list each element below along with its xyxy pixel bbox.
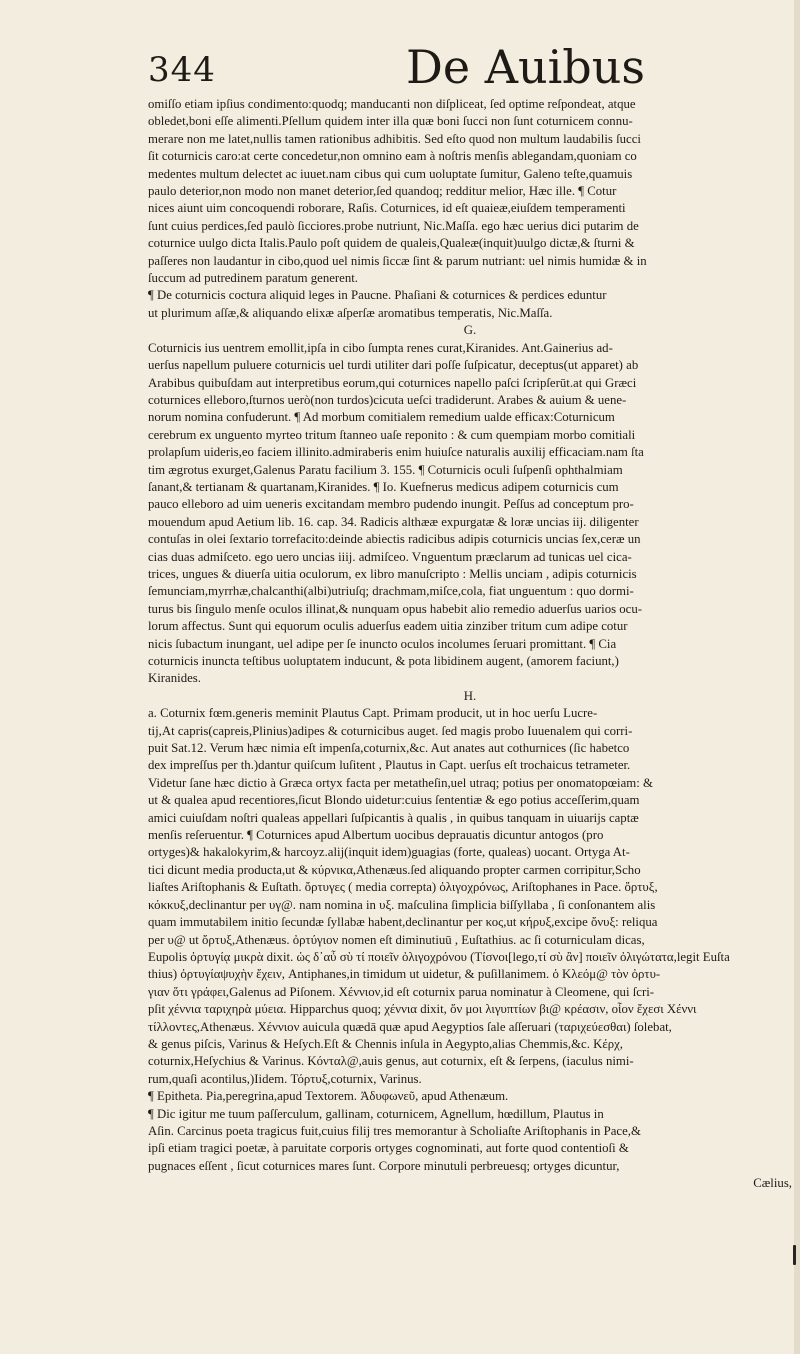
text-line: Arabibus quibuſdam aut interpretibus eorum,qui coturnices napello paſci ſcripſerūt.at qui Græci: [148, 375, 637, 390]
text-line: mouendum apud Aetium lib. 16. cap. 34. Radicis althææ expurgatæ & loræ uncias iij. diligenter: [148, 514, 639, 529]
text-line: contuſas in olei ſextario torrefacito:deinde abiectis radicibus adipis coturnicis uncias ſex,ceræ un: [148, 532, 641, 547]
text-line: ¶ Dic igitur me tuum paſſerculum, gallinam, coturnicem, Agnellum, hœdillum, Plautus in: [148, 1106, 604, 1121]
text-line: ſuccum ad putredinem paratum generent.: [148, 271, 358, 286]
page-number: 344: [148, 50, 216, 90]
text-line: tim ægrotus exurget,Galenus Paratu facilium 3. 155. ¶ Coturnicis oculi ſuſpenſi ophthalmiam: [148, 462, 623, 477]
text-line: ortyges)& hakalokyrim,& harcoyz.alij(inquit idem)guagias (forte, qualeas) uocant. Ortyga At-: [148, 845, 630, 860]
text-line: Aſin. Carcinus poeta tragicus fuit,cuius filij tres memorantur à Scholiaſte Ariſtophanis in Pace,&: [148, 1123, 641, 1138]
catchword: Cælius,: [753, 1176, 792, 1191]
text-line: coturnice uulgo dicta Italis.Paulo poſt quidem de qualeis,Qualeæ(inquit)uulgo dictæ,& ſturni &: [148, 236, 635, 251]
text-line: prolapſum uideris,eo faciem illinito.admiraberis enim huiuſce naturalis auxilij efficaciam.nam ſta: [148, 445, 644, 460]
text-line: dex impreſſus per th.)dantur quiſcum luſitent , Plautus in Capt. uerſus eſt trochaicus tetrameter.: [148, 758, 631, 773]
text-line: cias duas admiſceto. ego uero uncias iiij. admiſceo. Vnguentum præclarum ad tunicas uel cica-: [148, 549, 632, 564]
text-line: pſit χέννια ταριχηρὰ μύεια. Hipparchus quoq; χέννια dixit, ὅν μοι λιγυπτίων βι@ κρέασιν, οἷον ἔχεσι Χέννι: [148, 1002, 697, 1017]
text-line: ipſi etiam tragici poetæ, à paruitate corporis ortyges cognominati, aut forte quod contentioſi &: [148, 1141, 629, 1156]
text-line: γιαν ὅτι γράφει,Galenus ad Piſonem. Χέννιον,id eſt coturnix parua nominatur à Cleomene, qui ſcri-: [148, 984, 655, 999]
text-line: κόκκυξ,declinantur per υγ@. nam nomina in υξ. maſculina ſimplicia biſſyllaba , ſi conſonantem alis: [148, 897, 656, 912]
text-line: thius) ὀρτυγίαψυχὴν ἔχειν, Antiphanes,in timidum ut uidetur, & puſillanimem. ὁ Κλεόμ@ τὸν ὀρτυ-: [148, 967, 661, 982]
text-line: Coturnicis ius uentrem emollit,ipſa in cibo ſumpta renes curat,Kiranides. Ant.Gainerius ad-: [148, 340, 613, 355]
text-line: medentes multum delectet ac iuuet.nam cibus qui cum uoluptate ſumitur, Galeno teſte,quamuis: [148, 166, 633, 181]
text-line: ſit coturnicis caro:at certe concedetur,non omnino eam à noſtris menſis ablegandam,quoniam co: [148, 149, 637, 164]
text-line: turus bis ſingulo menſe oculos illinat,& nunquam opus habebit alio remedio aduerſus uarios ocu-: [148, 601, 643, 616]
section-signature: G.: [463, 323, 477, 338]
text-line: pugnaces eſſent , ſicut coturnices mares ſunt. Corpore minutuli perbreuesq; ortyges dicuntur,: [148, 1158, 620, 1173]
text-line: ſemunciam,myrrhæ,chalcanthi(albi)utriuſq; drachmam,miſce,cola, fiat unguentum : quo dormi-: [148, 584, 634, 599]
text-line: tici dicunt media producta,ut & κύρνικα,Athenæus.ſed aliquando propter carmen corripitur,Scho: [148, 862, 641, 877]
text-line: Kiranides.: [148, 671, 201, 686]
text-line: norum nomina confuderunt. ¶ Ad morbum comitialem remedium ualde efficax:Coturnicum: [148, 410, 615, 425]
text-line: liaſtes Ariſtophanis & Euſtath. ὄρτυγες ( media correpta) ὀλιγοχρόνως, Ariſtophanes in Pace. ὄρτυξ,: [148, 880, 658, 895]
text-line: τίλλοντες,Athenæus. Χέννιον auicula quædā quæ apud Aegyptios ſale aſſeruari (ταριχεύεσθαι) ſolebat,: [148, 1019, 672, 1034]
text-line: a. Coturnix fœm.generis meminit Plautus Capt. Primam producit, ut in hoc uerſu Lucre-: [148, 706, 598, 721]
text-line: pauco elleboro ad uim ueneris excitandam membro pudendo inungit. Peſſus ad conceptum pro-: [148, 497, 634, 512]
text-line: per υ@ ut ὄρτυξ,Athenæus. ὀρτύγιον nomen eſt diminutiuū , Euſtathius. ac ſi coturniculam dicas,: [148, 932, 645, 947]
body-text: [148, 96, 792, 1193]
ink-mark: [793, 1245, 796, 1265]
page-edge: [794, 0, 800, 1354]
text-line: rum,quaſi acontilus,)Iidem. Τόρτυξ,coturnix, Varinus.: [148, 1071, 422, 1086]
text-line: quam immutabilem initio ſecundæ ſyllabæ habent,declinantur per κος,ut κήρυξ,excipe ὄνυξ: reliqua: [148, 915, 658, 930]
text-line: ſunt cuius perdices,ſed paulò ſicciores.probe nutriunt, Nic.Maſſa. ego hæc uerius dici putarim de: [148, 218, 639, 233]
text-line: omiſſo etiam ipſius condimento:quodq; manducanti non diſpliceat, ſed optime reſpondeat, atque: [148, 97, 636, 111]
text-line: puit Sat.12. Verum hæc nimia eſt impenſa,coturnix,&c. Aut anates aut cothurnices (ſic habetco: [148, 741, 630, 756]
text-line: nicis ſubactum inungant, uel adipe per ſe inuncto oculos incolumes ſeruari promittant. ¶ Cia: [148, 636, 617, 651]
section-signature: H.: [463, 688, 477, 703]
text-line: uerſus napellum puluere coturnicis uel turdi utiliter dari poſſe ſuſpicatur, deceptus(ut apparet) ab: [148, 358, 639, 373]
text-line: menſis reſeruentur. ¶ Coturnices apud Albertum uocibus deprauatis dicuntur antogos (pro: [148, 828, 604, 843]
text-line: lorum affectus. Sunt qui equorum oculis aduerſus eadem uitia zinziber tritum cum adipe cotur: [148, 619, 628, 634]
text-line: obledet,boni eſſe alimenti.Pſellum quidem inter illa quæ boni ſucci non ſunt coturnicem connu-: [148, 114, 633, 129]
text-line: & genus piſcis, Varinus & Heſych.Eſt & Chennis inſula in Aegypto,alias Chemmis,&c. Κέρχ,: [148, 1036, 624, 1051]
text-line: ut plurimum aſſæ,& aliquando elixæ aſperſæ aromatibus temperatis, Nic.Maſſa.: [148, 305, 553, 320]
text-line: Videtur ſane hæc dictio à Græca ortyx facta per metatheſin,uel utraq; potius per onomatopœiam: &: [148, 775, 653, 790]
text-line: merare non me latet,nullis tamen rationibus adhibitis. Sed eſto quod non multum laudabilis ſucci: [148, 131, 641, 146]
text-line: trices, ungues & diuerſa uitia oculorum, ex libro manuſcripto : Mellis unciam , adipis coturnicis: [148, 566, 637, 581]
text-line: ¶ Epitheta. Pia,peregrina,apud Textorem. Ἀδυφωνεῦ, apud Athenæum.: [148, 1089, 509, 1104]
text-line: ſanant,& tertianam & quartanam,Kiranides. ¶ Io. Kuefnerus medicus adipem coturnicis cum: [148, 479, 619, 494]
text-line: paſſeres non laudantur in cibo,quod uel nimis ſiccæ ſint & parum nutriant: uel nimis humidæ & in: [148, 253, 647, 268]
text-line: ¶ De coturnicis coctura aliquid leges in Paucne. Phaſiani & coturnices & perdices eduntur: [148, 288, 607, 303]
text-line: cerebrum ex unguento myrteo tritum ſtanneo uaſe reponito : & cum quempiam morbo comitiali: [148, 427, 636, 442]
text-line: paulo deterior,non modo non manet deterior,ſed quandoq; redditur melior, Hæc ille. ¶ Cotur: [148, 184, 617, 199]
text-line: coturnicis inuncta teſtibus uoluptatem inducunt, & pota libidinem augent, (amorem faciunt,): [148, 654, 619, 668]
text-line: tij,At capris(capreis,Plinius)adipes & coturnicibus auget. ſed magis probo Iuuenalem qui corri-: [148, 723, 633, 738]
text-line: coturnix,Heſychius & Varinus. Κόνταλ@,auis genus, aut coturnix, eſt & ſerpens, (iaculus nimi-: [148, 1054, 634, 1069]
text-line: coturnices elleboro,ſturnos uerò(non turdos)cicuta ueſci tradiderunt. Arabes & auium & uene-: [148, 392, 627, 407]
text-line: ut & qualea apud recentiores,ſicut Blondo uidetur:cuius ſententiæ & ego potius acceſſerim,quam: [148, 793, 640, 808]
text-line: nices aiunt uim concoquendi roborare, Raſis. Coturnices, id eſt quaieæ,eiuſdem temperamenti: [148, 201, 626, 216]
page-header: [148, 40, 788, 96]
running-title: De Auibus: [406, 40, 645, 94]
text-line: amici cuiuſdam noſtri qualeas appellari ſuſpicantis à qualis , in quibus tanquam in uiuarijs captæ: [148, 810, 639, 825]
text-line: Eupolis ὀρτυγίᾳ μικρὰ dixit. ὡς δ᾽αὖ σὺ τί ποιεῖν ὀλιγοχρόνου (Τίσνοι[lego,τί σὺ ἂν] ποιεῖν ὀλιγώτατα,legit Euſta: [148, 949, 730, 964]
